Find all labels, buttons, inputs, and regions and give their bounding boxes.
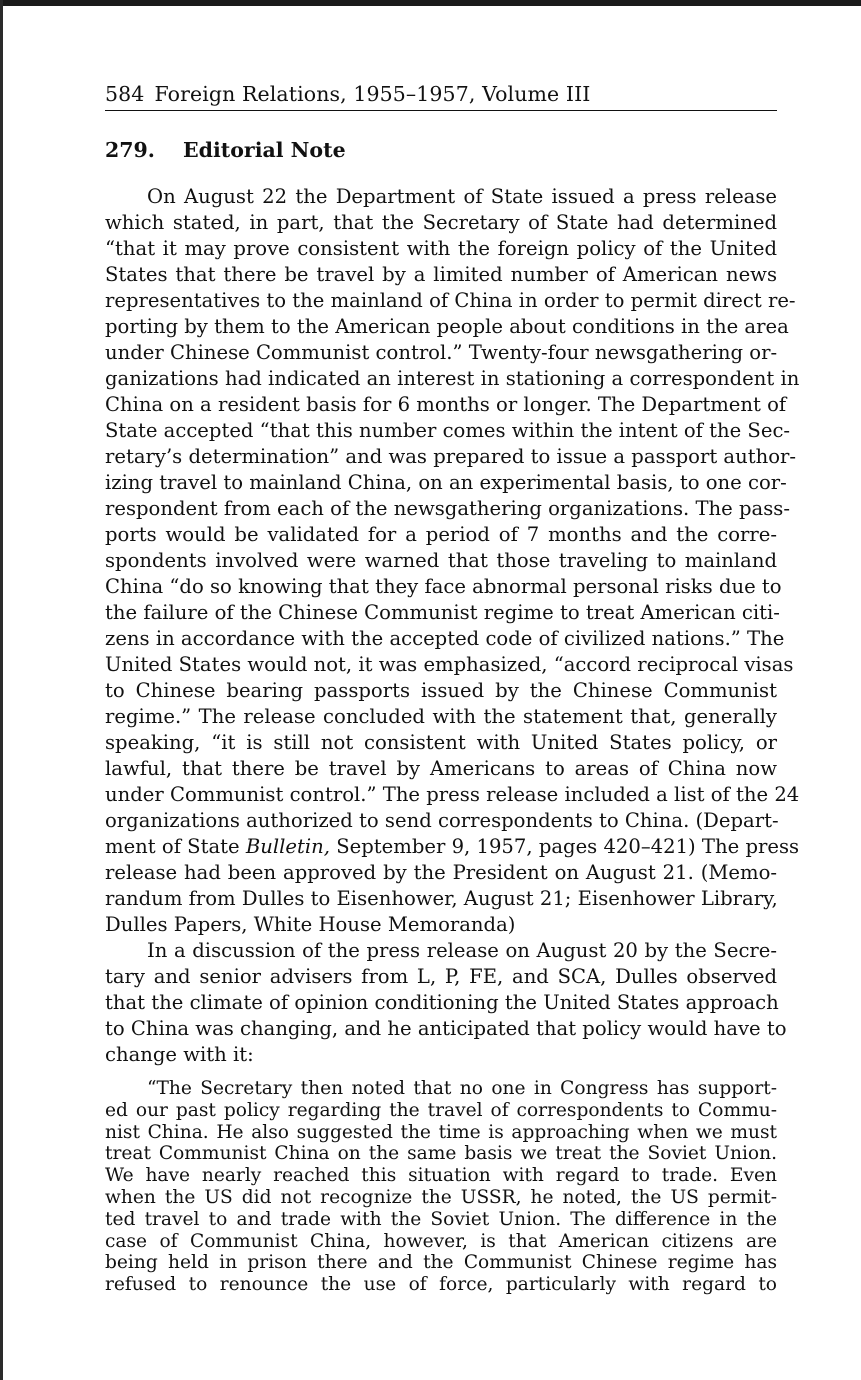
text-line: speaking, “it is still not consistent with United States policy, or bbox=[105, 731, 777, 754]
quote-line: being held in prison there and the Communist Chinese regime has bbox=[105, 1252, 777, 1274]
citation-prefix: ment of State bbox=[105, 835, 246, 858]
text-line: under Communist control.” The press release included a list of the 24 bbox=[105, 783, 800, 806]
text-line: United States would not, it was emphasized, “accord reciprocal visas bbox=[105, 653, 794, 676]
text-line: States that there be travel by a limited number of American news bbox=[105, 263, 777, 286]
text-line: Dulles Papers, White House Memoranda) bbox=[105, 913, 516, 936]
text-line: lawful, that there be travel by Americans to areas of China now bbox=[105, 757, 777, 780]
text-line-bulletin-citation bbox=[105, 834, 800, 860]
text-line: porting by them to the American people about conditions in the area bbox=[105, 315, 789, 338]
scan-edge-top bbox=[0, 0, 861, 6]
text-line: regime.” The release concluded with the statement that, generally bbox=[105, 705, 777, 728]
text-line: representatives to the mainland of China in order to permit direct re- bbox=[105, 289, 796, 312]
quote-line: nist China. He also suggested the time is approaching when we must bbox=[105, 1121, 777, 1143]
text-line: On August 22 the Department of State issued a press release bbox=[147, 185, 777, 208]
document-heading bbox=[105, 136, 777, 164]
text-line: retary’s determination” and was prepared to issue a passport author- bbox=[105, 445, 797, 468]
text-line: “that it may prove consistent with the foreign policy of the United bbox=[105, 237, 777, 260]
text-line: under Chinese Communist control.” Twenty-four newsgathering or- bbox=[105, 341, 778, 364]
text-line: China on a resident basis for 6 months or longer. The Department of bbox=[105, 393, 787, 416]
text-line: respondent from each of the newsgathering organizations. The pass- bbox=[105, 497, 790, 520]
text-line: izing travel to mainland China, on an experimental basis, to one cor- bbox=[105, 471, 787, 494]
text-line: State accepted “that this number comes within the intent of the Sec- bbox=[105, 419, 791, 442]
quote-line: ed our past policy regarding the travel of correspondents to Commu- bbox=[105, 1099, 777, 1121]
document-number: 279. bbox=[105, 138, 155, 162]
text-line: zens in accordance with the accepted code of civilized nations.” The bbox=[105, 627, 785, 650]
text-line: tary and senior advisers from L, P, FE, and SCA, Dulles observed bbox=[105, 965, 777, 988]
citation-suffix: September 9, 1957, pages 420–421) The press bbox=[330, 835, 800, 858]
text-line: the failure of the Chinese Communist regime to treat American citi- bbox=[105, 601, 780, 624]
text-line: organizations authorized to send correspondents to China. (Depart- bbox=[105, 809, 779, 832]
document-page bbox=[105, 80, 800, 1296]
text-line: which stated, in part, that the Secretary of State had determined bbox=[105, 211, 777, 234]
quote-line: refused to renounce the use of force, particularly with regard to bbox=[105, 1274, 777, 1296]
quote-line: We have nearly reached this situation with regard to trade. Even bbox=[105, 1165, 777, 1187]
text-line: randum from Dulles to Eisenhower, August 21; Eisenhower Library, bbox=[105, 887, 778, 910]
text-line: to Chinese bearing passports issued by the Chinese Communist bbox=[105, 679, 777, 702]
text-line: change with it: bbox=[105, 1043, 254, 1066]
text-line: China “do so knowing that they face abnormal personal risks due to bbox=[105, 575, 782, 598]
text-line: ports would be validated for a period of 7 months and the corre- bbox=[105, 523, 777, 546]
text-line: spondents involved were warned that those traveling to mainland bbox=[105, 549, 777, 572]
page-number: 584 bbox=[105, 82, 145, 106]
quote-line: ted travel to and trade with the Soviet Union. The difference in the bbox=[105, 1208, 777, 1230]
quote-line: case of Communist China, however, is that American citizens are bbox=[105, 1230, 777, 1252]
document-title: Editorial Note bbox=[183, 138, 346, 162]
text-line: ganizations had indicated an interest in stationing a correspondent in bbox=[105, 367, 800, 390]
quote-line: when the US did not recognize the USSR, he noted, the US permit- bbox=[105, 1186, 777, 1208]
text-line: In a discussion of the press release on August 20 by the Secre- bbox=[147, 939, 777, 962]
text-line: that the climate of opinion conditioning the United States approach bbox=[105, 991, 779, 1014]
block-quote bbox=[105, 1078, 777, 1296]
quote-line: treat Communist China on the same basis we treat the Soviet Union. bbox=[105, 1143, 777, 1165]
volume-title: Foreign Relations, 1955–1957, Volume III bbox=[154, 82, 591, 106]
quote-line: “The Secretary then noted that no one in Congress has support- bbox=[147, 1078, 777, 1099]
scan-edge-left bbox=[0, 0, 3, 1380]
text-line: release had been approved by the President on August 21. (Memo- bbox=[105, 861, 777, 884]
bulletin-title: Bulletin, bbox=[245, 835, 330, 858]
editorial-note-body bbox=[105, 184, 800, 1068]
text-line: to China was changing, and he anticipated that policy would have to bbox=[105, 1017, 787, 1040]
running-header bbox=[105, 80, 777, 111]
